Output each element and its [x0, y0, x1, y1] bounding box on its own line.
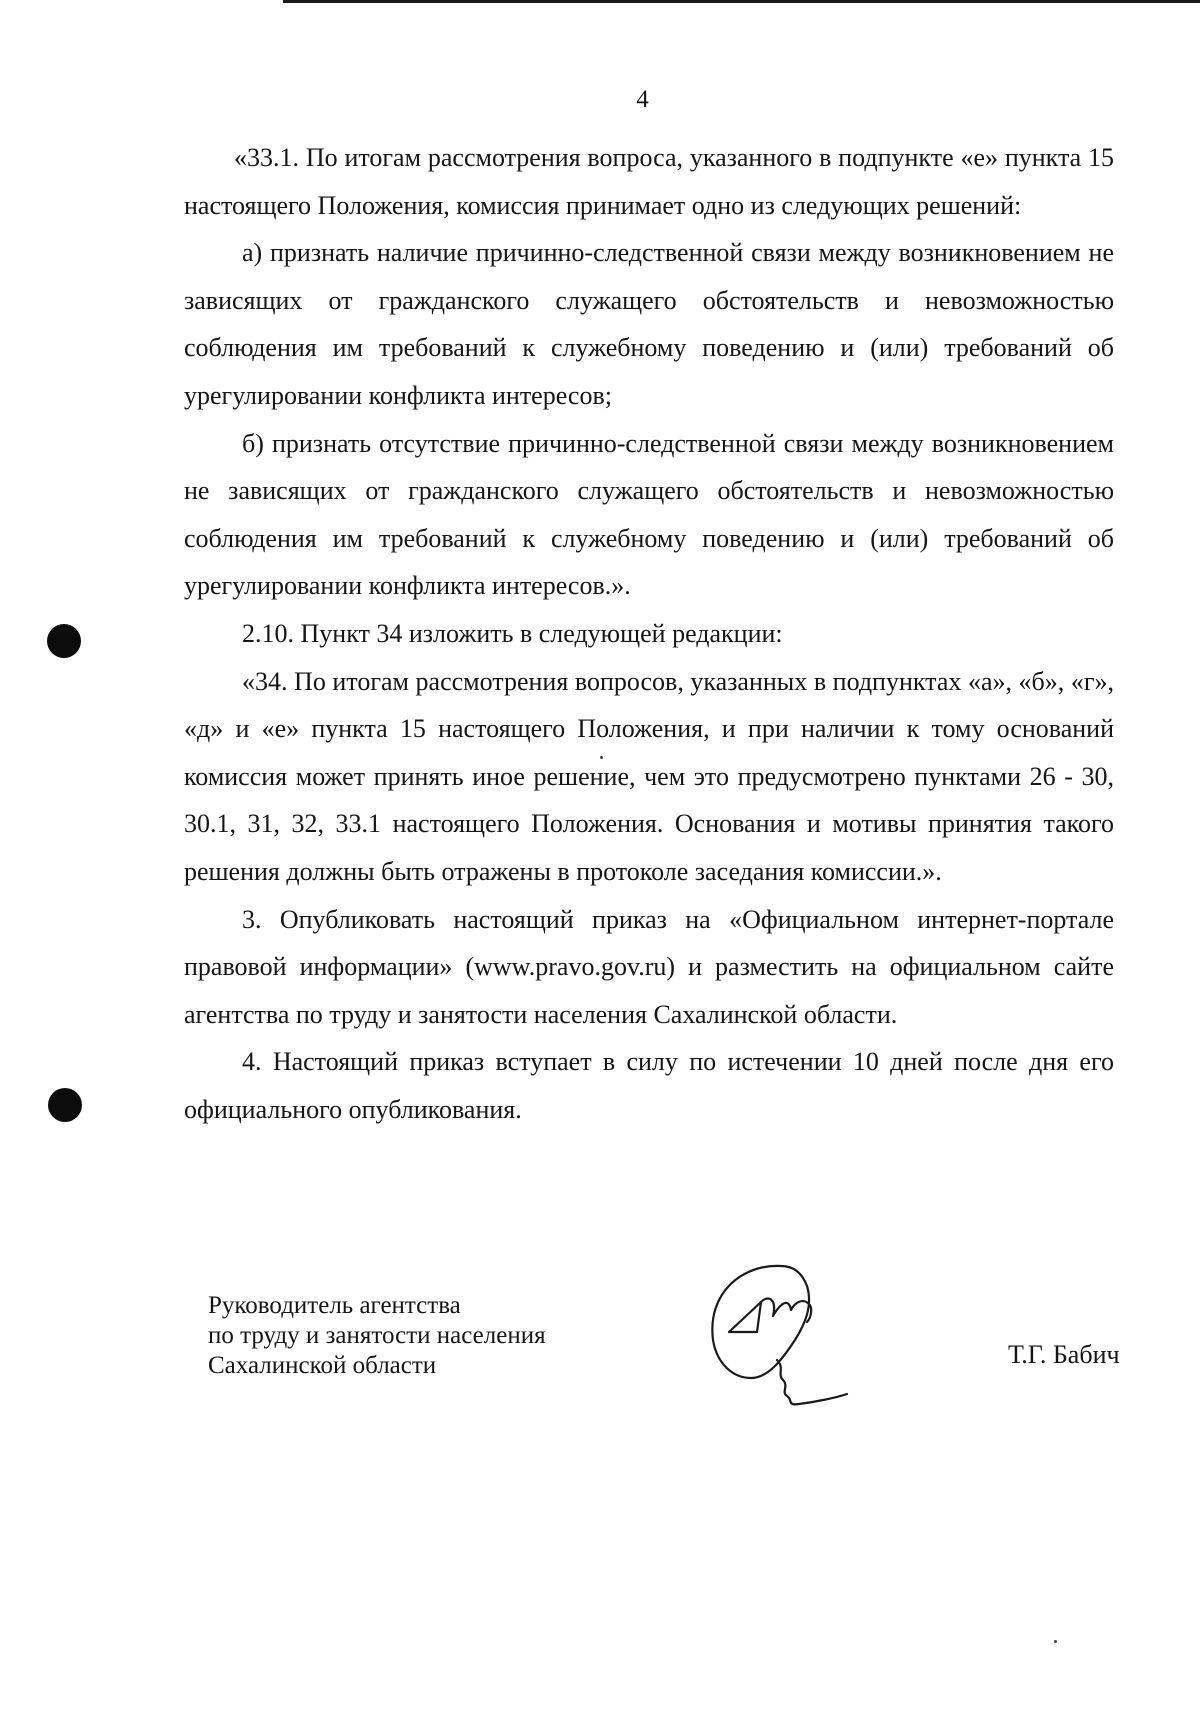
- scan-edge-line: [283, 0, 1200, 3]
- position-line: Руководитель агентства: [208, 1292, 461, 1319]
- handwritten-signature: [703, 1262, 863, 1412]
- paragraph-33-1: «33.1. По итогам рассмотрения вопроса, указанного в подпункте «е» пункта 15 настоящего Положения, комиссия принимает одно из следующих решений:: [184, 143, 1114, 220]
- position-line: по труду и занятости населения: [208, 1322, 546, 1349]
- punch-hole: [47, 624, 81, 658]
- paragraph-3: 3. Опубликовать настоящий приказ на «Официальном интернет-портале правовой информации» (www.pravo.gov.ru) и разместить на официальном сайте агентства по труду и занятости населения Сахалинской области.: [184, 904, 1114, 1029]
- paragraph-4: 4. Настоящий приказ вступает в силу по истечении 10 дней после дня его официального опубликования.: [184, 1047, 1114, 1124]
- paragraph-34: «34. По итогам рассмотрения вопросов, указанных в подпунктах «а», «б», «г», «д» и «е» пункта 15 настоящего Положения, и при наличии к тому оснований комиссия может принять иное решение, чем это предусмотрено пунктами 26 - 30, 30.1, 31, 32, 33.1 настоящего Положения. Основания и мотивы принятия такого решения должны быть отражены в протоколе заседания комиссии.».: [184, 666, 1114, 886]
- scan-speck: [1054, 1640, 1057, 1643]
- punch-hole: [48, 1088, 82, 1122]
- paragraph-2-10: 2.10. Пункт 34 изложить в следующей редакции:: [242, 618, 783, 648]
- page-number: 4: [636, 86, 649, 113]
- paragraph-33-1-b: б) признать отсутствие причинно-следственной связи между возникновением не зависящих от гражданского служащего обстоятельств и невозможностью соблюдения им требований к служебному поведению и (или) требований об урегулировании конфликта интересов.».: [184, 428, 1114, 601]
- signatory-position: [208, 1291, 546, 1381]
- document-body: [184, 134, 1114, 1133]
- paragraph-33-1-a: а) признать наличие причинно-следственной связи между возникновением не зависящих от гражданского служащего обстоятельств и невозможностью соблюдения им требований к служебному поведению и (или) требований об урегулировании конфликта интересов;: [184, 238, 1114, 410]
- position-line: Сахалинской области: [208, 1352, 437, 1379]
- signer-name: Т.Г. Бабич: [1008, 1340, 1120, 1369]
